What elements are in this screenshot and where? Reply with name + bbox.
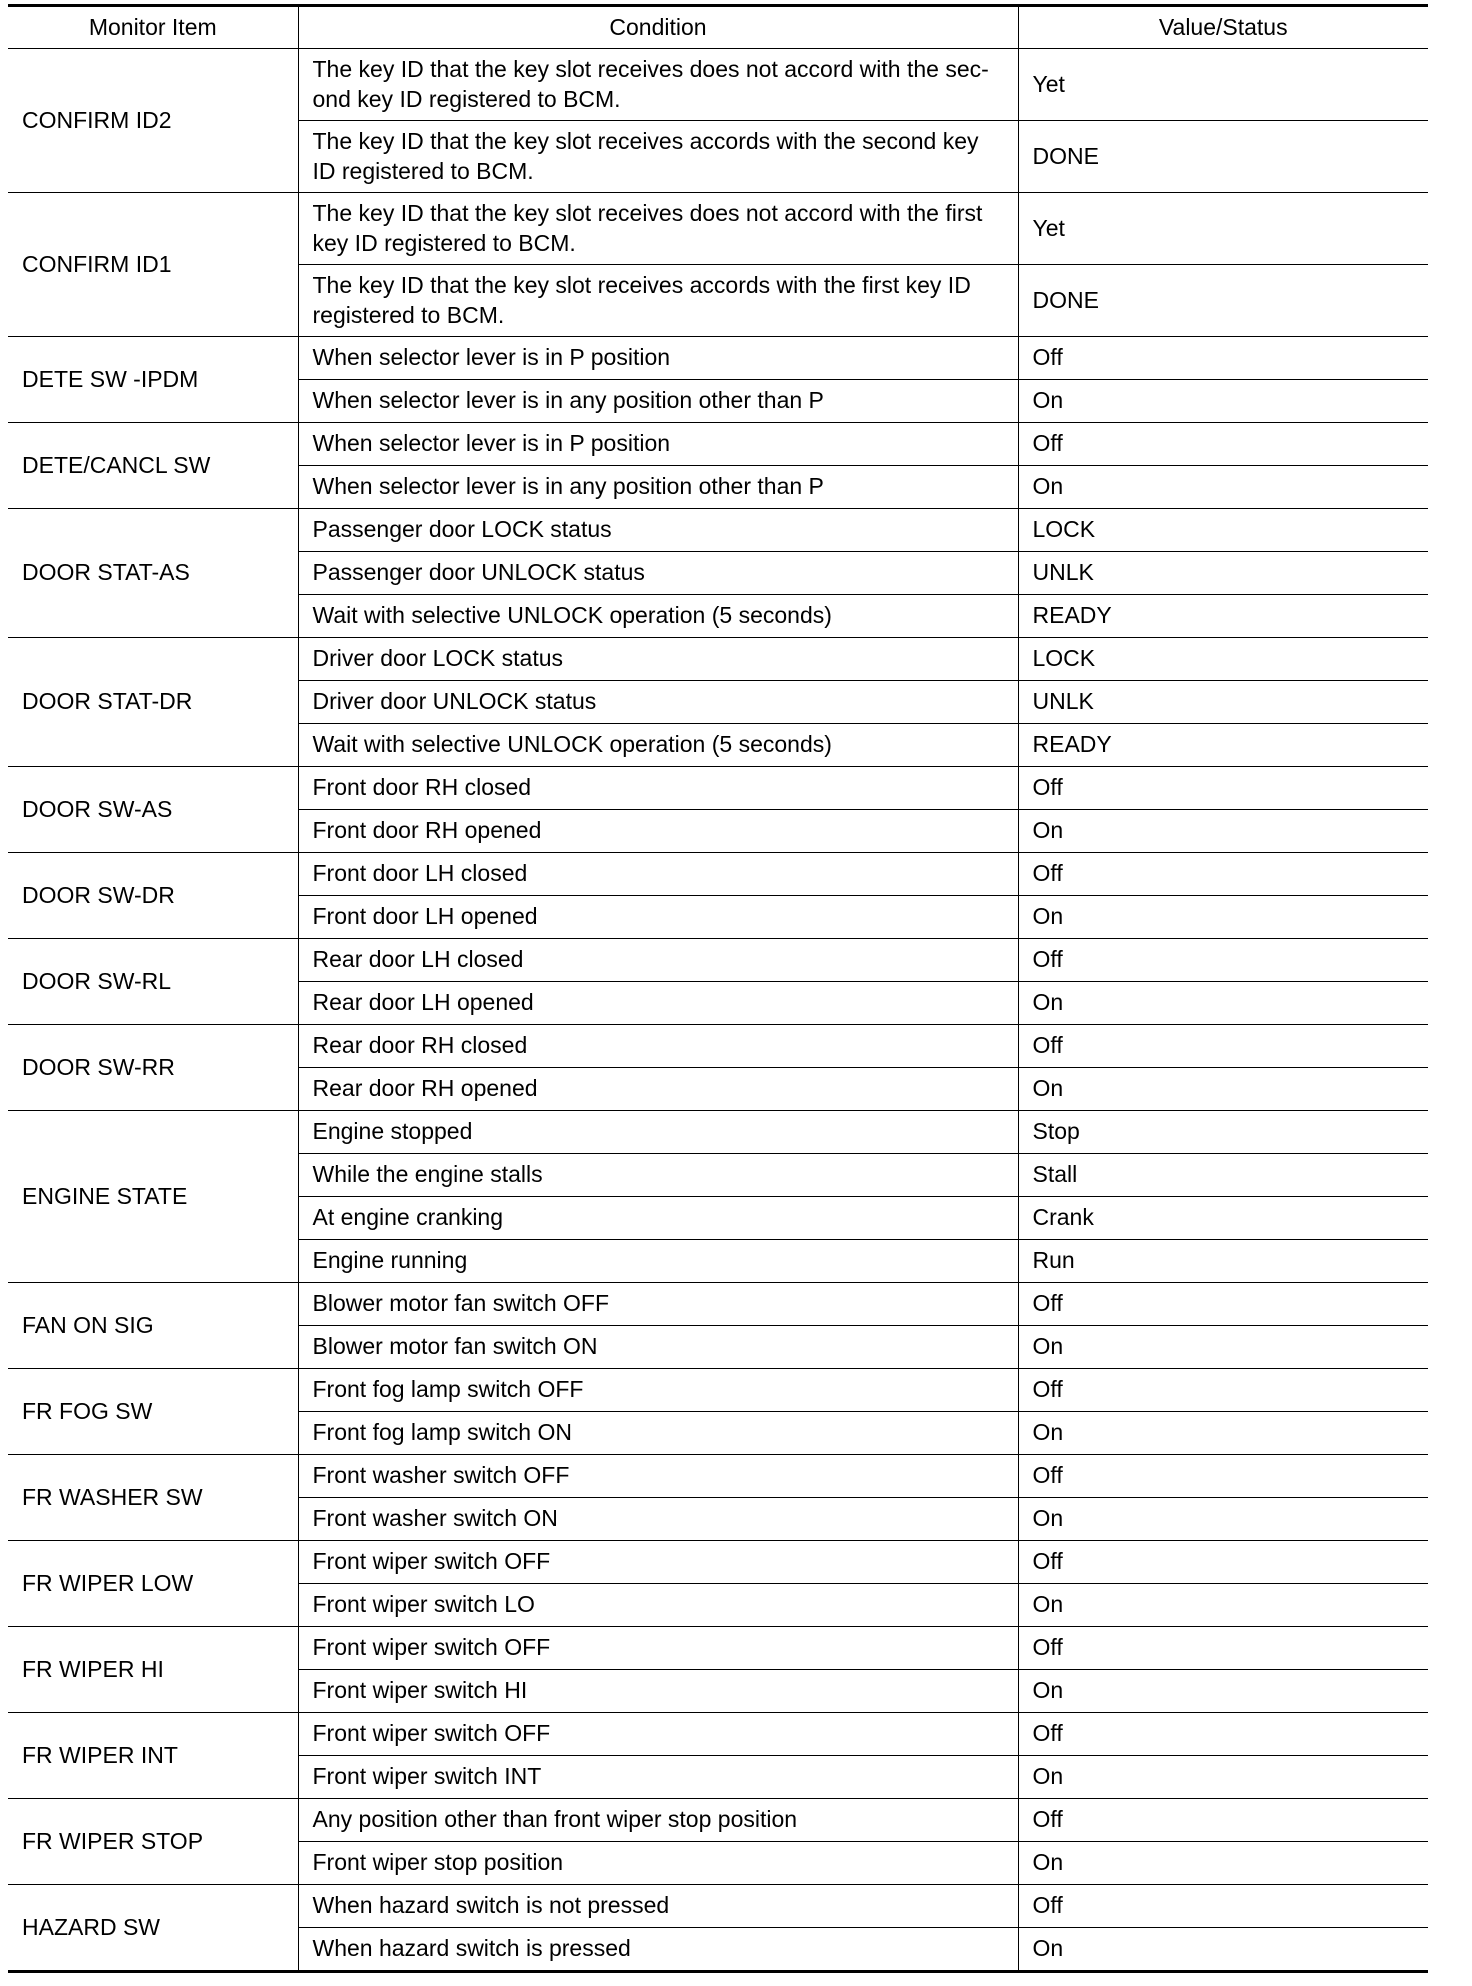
monitor-item-cell: FR WIPER INT [8, 1713, 298, 1799]
condition-cell: Blower motor fan switch OFF [298, 1283, 1018, 1326]
condition-cell: Rear door RH opened [298, 1068, 1018, 1111]
monitor-item-cell: DOOR SW-DR [8, 853, 298, 939]
value-status-cell: Off [1018, 939, 1428, 982]
value-status-cell: Off [1018, 853, 1428, 896]
header-value-status: Value/Status [1018, 6, 1428, 49]
value-status-cell: On [1018, 466, 1428, 509]
monitor-item-cell: DOOR SW-RL [8, 939, 298, 1025]
condition-cell: The key ID that the key slot receives accords with the second key ID registered to BCM. [298, 121, 1018, 193]
condition-cell: Blower motor fan switch ON [298, 1326, 1018, 1369]
condition-cell: Front wiper switch OFF [298, 1627, 1018, 1670]
monitor-item-cell: CONFIRM ID1 [8, 193, 298, 337]
value-status-cell: Off [1018, 1283, 1428, 1326]
header-condition: Condition [298, 6, 1018, 49]
table-row [8, 767, 1428, 810]
monitor-item-cell: FR WIPER HI [8, 1627, 298, 1713]
condition-cell: When selector lever is in any position other than P [298, 380, 1018, 423]
condition-cell: Front wiper switch INT [298, 1756, 1018, 1799]
header-monitor-item: Monitor Item [8, 6, 298, 49]
condition-cell: Passenger door LOCK status [298, 509, 1018, 552]
condition-cell: When selector lever is in P position [298, 337, 1018, 380]
value-status-cell: Off [1018, 1885, 1428, 1928]
value-status-cell: On [1018, 1326, 1428, 1369]
monitor-item-cell: CONFIRM ID2 [8, 49, 298, 193]
value-status-cell: Yet [1018, 193, 1428, 265]
condition-cell: When selector lever is in P position [298, 423, 1018, 466]
condition-cell: Front wiper switch HI [298, 1670, 1018, 1713]
monitor-item-cell: FR WIPER STOP [8, 1799, 298, 1885]
condition-cell: When selector lever is in any position other than P [298, 466, 1018, 509]
condition-cell: Rear door RH closed [298, 1025, 1018, 1068]
condition-cell: Rear door LH opened [298, 982, 1018, 1025]
condition-cell: Any position other than front wiper stop position [298, 1799, 1018, 1842]
condition-cell: The key ID that the key slot receives accords with the first key ID registered to BCM. [298, 265, 1018, 337]
value-status-cell: Off [1018, 1541, 1428, 1584]
table-row [8, 1455, 1428, 1498]
table-row [8, 939, 1428, 982]
condition-cell: While the engine stalls [298, 1154, 1018, 1197]
table-row [8, 1541, 1428, 1584]
condition-cell: Front door RH closed [298, 767, 1018, 810]
monitor-item-cell: FAN ON SIG [8, 1283, 298, 1369]
condition-cell: Front door RH opened [298, 810, 1018, 853]
condition-cell: When hazard switch is pressed [298, 1928, 1018, 1972]
header-row [8, 6, 1428, 49]
value-status-cell: Stop [1018, 1111, 1428, 1154]
condition-cell: At engine cranking [298, 1197, 1018, 1240]
condition-cell: The key ID that the key slot receives does not accord with the first key ID registered to BCM. [298, 193, 1018, 265]
monitor-item-cell: DETE/CANCL SW [8, 423, 298, 509]
condition-cell: Engine stopped [298, 1111, 1018, 1154]
value-status-cell: Off [1018, 1455, 1428, 1498]
condition-cell: When hazard switch is not pressed [298, 1885, 1018, 1928]
value-status-cell: On [1018, 1498, 1428, 1541]
condition-cell: Front door LH closed [298, 853, 1018, 896]
value-status-cell: Off [1018, 337, 1428, 380]
table-row [8, 1283, 1428, 1326]
table-row [8, 1111, 1428, 1154]
condition-cell: Front wiper stop position [298, 1842, 1018, 1885]
condition-cell: Wait with selective UNLOCK operation (5 seconds) [298, 724, 1018, 767]
monitor-item-cell: DOOR SW-RR [8, 1025, 298, 1111]
table-row [8, 337, 1428, 380]
value-status-cell: On [1018, 810, 1428, 853]
value-status-cell: UNLK [1018, 552, 1428, 595]
condition-cell: Driver door UNLOCK status [298, 681, 1018, 724]
value-status-cell: On [1018, 1842, 1428, 1885]
value-status-cell: UNLK [1018, 681, 1428, 724]
value-status-cell: DONE [1018, 121, 1428, 193]
condition-cell: Front washer switch OFF [298, 1455, 1018, 1498]
table-row [8, 1885, 1428, 1928]
condition-cell: Front fog lamp switch OFF [298, 1369, 1018, 1412]
condition-cell: The key ID that the key slot receives does not accord with the sec-ond key ID registered to BCM. [298, 49, 1018, 121]
condition-cell: Front wiper switch LO [298, 1584, 1018, 1627]
condition-cell: Front door LH opened [298, 896, 1018, 939]
table-row [8, 49, 1428, 121]
table-row [8, 638, 1428, 681]
value-status-cell: On [1018, 380, 1428, 423]
monitor-item-cell: FR FOG SW [8, 1369, 298, 1455]
value-status-cell: Off [1018, 1025, 1428, 1068]
monitor-item-cell: DOOR STAT-AS [8, 509, 298, 638]
condition-cell: Engine running [298, 1240, 1018, 1283]
condition-cell: Rear door LH closed [298, 939, 1018, 982]
table-body [8, 49, 1428, 1972]
table-row [8, 509, 1428, 552]
value-status-cell: LOCK [1018, 509, 1428, 552]
monitor-item-cell: DOOR SW-AS [8, 767, 298, 853]
value-status-cell: On [1018, 896, 1428, 939]
condition-cell: Front wiper switch OFF [298, 1713, 1018, 1756]
table-row [8, 1627, 1428, 1670]
monitor-item-cell: DETE SW -IPDM [8, 337, 298, 423]
value-status-cell: Stall [1018, 1154, 1428, 1197]
value-status-cell: Off [1018, 1799, 1428, 1842]
table-row [8, 1369, 1428, 1412]
value-status-cell: On [1018, 1412, 1428, 1455]
table-row [8, 193, 1428, 265]
value-status-cell: On [1018, 1068, 1428, 1111]
value-status-cell: Run [1018, 1240, 1428, 1283]
value-status-cell: DONE [1018, 265, 1428, 337]
value-status-cell: Off [1018, 1627, 1428, 1670]
monitor-item-cell: DOOR STAT-DR [8, 638, 298, 767]
condition-cell: Front wiper switch OFF [298, 1541, 1018, 1584]
value-status-cell: READY [1018, 595, 1428, 638]
value-status-cell: Off [1018, 423, 1428, 466]
monitor-item-cell: ENGINE STATE [8, 1111, 298, 1283]
value-status-cell: LOCK [1018, 638, 1428, 681]
value-status-cell: On [1018, 1928, 1428, 1972]
value-status-cell: Off [1018, 1713, 1428, 1756]
monitor-item-cell: FR WIPER LOW [8, 1541, 298, 1627]
value-status-cell: Off [1018, 767, 1428, 810]
table-row [8, 853, 1428, 896]
value-status-cell: Off [1018, 1369, 1428, 1412]
monitor-item-table [8, 4, 1428, 1973]
condition-cell: Wait with selective UNLOCK operation (5 seconds) [298, 595, 1018, 638]
value-status-cell: Crank [1018, 1197, 1428, 1240]
value-status-cell: On [1018, 1756, 1428, 1799]
condition-cell: Driver door LOCK status [298, 638, 1018, 681]
monitor-item-cell: HAZARD SW [8, 1885, 298, 1972]
condition-cell: Front fog lamp switch ON [298, 1412, 1018, 1455]
value-status-cell: On [1018, 1584, 1428, 1627]
condition-cell: Passenger door UNLOCK status [298, 552, 1018, 595]
value-status-cell: Yet [1018, 49, 1428, 121]
condition-cell: Front washer switch ON [298, 1498, 1018, 1541]
table-row [8, 1713, 1428, 1756]
table-row [8, 1025, 1428, 1068]
table-row [8, 1799, 1428, 1842]
table-row [8, 423, 1428, 466]
value-status-cell: On [1018, 1670, 1428, 1713]
value-status-cell: READY [1018, 724, 1428, 767]
monitor-item-cell: FR WASHER SW [8, 1455, 298, 1541]
value-status-cell: On [1018, 982, 1428, 1025]
